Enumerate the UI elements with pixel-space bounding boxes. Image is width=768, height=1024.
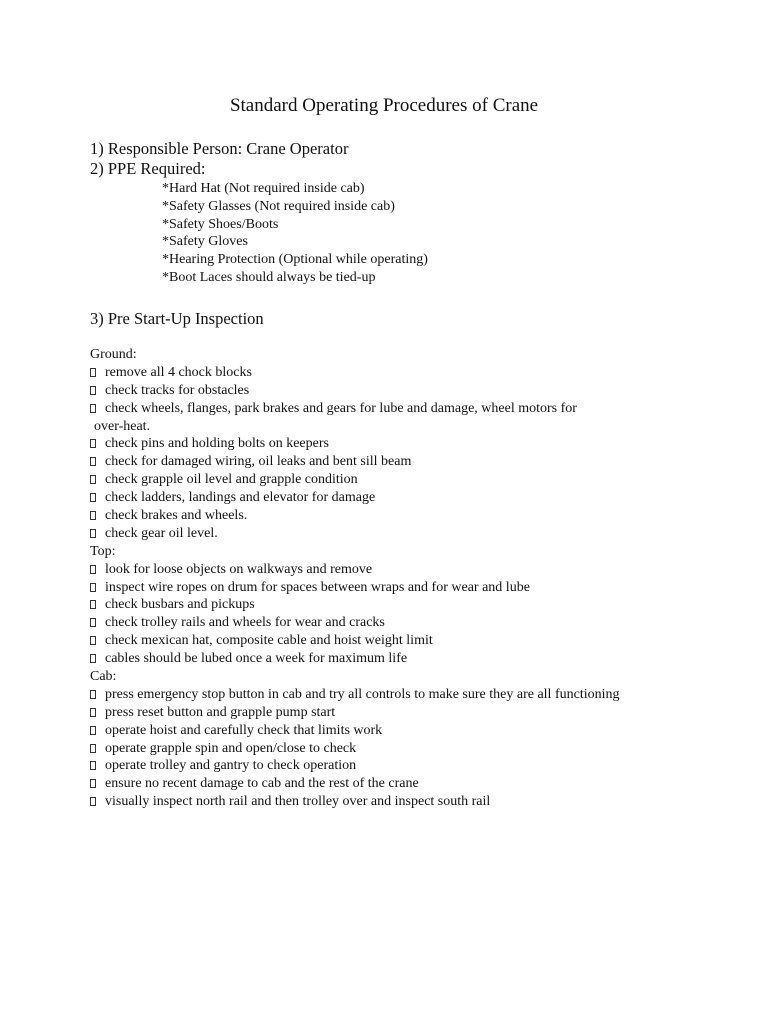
list-item: check wheels, flanges, park brakes and gears for lube and damage, wheel motors for: [90, 400, 620, 418]
section-ppe-required: 2) PPE Required:: [90, 159, 206, 178]
list-item: operate hoist and carefully check that limits work: [90, 722, 620, 740]
checkbox-bullet-icon: [90, 708, 96, 717]
checkbox-bullet-icon: [90, 779, 96, 788]
list-item: inspect wire ropes on drum for spaces between wraps and for wear and lube: [90, 579, 620, 597]
checkbox-bullet-icon: [90, 744, 96, 753]
top-heading: Top:: [90, 543, 116, 559]
checkbox-bullet-icon: [90, 493, 96, 502]
list-item-continuation: over-heat.: [94, 418, 151, 434]
ppe-item: *Hearing Protection (Optional while operating): [162, 252, 428, 268]
list-item: check brakes and wheels.: [90, 507, 620, 525]
checkbox-bullet-icon: [90, 565, 96, 574]
checkbox-bullet-icon: [90, 475, 96, 484]
checkbox-bullet-icon: [90, 404, 96, 413]
cab-heading: Cab:: [90, 669, 117, 685]
checkbox-bullet-icon: [90, 600, 96, 609]
ppe-item: *Safety Shoes/Boots: [162, 216, 279, 232]
section-pre-startup-inspection: 3) Pre Start-Up Inspection: [90, 309, 264, 328]
list-item: check pins and holding bolts on keepers: [90, 435, 620, 453]
ppe-item: *Safety Gloves: [162, 234, 248, 250]
list-item: press emergency stop button in cab and try all controls to make sure they are all functioning: [90, 686, 620, 704]
list-item: check tracks for obstacles: [90, 382, 620, 400]
checkbox-bullet-icon: [90, 761, 96, 770]
list-item: operate trolley and gantry to check operation: [90, 757, 620, 775]
list-item: visually inspect north rail and then trolley over and inspect south rail: [90, 793, 620, 811]
list-item: remove all 4 chock blocks: [90, 364, 620, 382]
checkbox-bullet-icon: [90, 618, 96, 627]
ppe-item: *Hard Hat (Not required inside cab): [162, 181, 365, 196]
checkbox-bullet-icon: [90, 511, 96, 520]
checkbox-bullet-icon: [90, 690, 96, 699]
inspection-checklist: [90, 346, 620, 811]
list-item: cables should be lubed once a week for maximum life: [90, 650, 620, 668]
list-item: check ladders, landings and elevator for damage: [90, 489, 620, 507]
list-item: look for loose objects on walkways and remove: [90, 561, 620, 579]
checkbox-bullet-icon: [90, 457, 96, 466]
checkbox-bullet-icon: [90, 583, 96, 592]
document-title: Standard Operating Procedures of Crane: [229, 95, 539, 116]
checkbox-bullet-icon: [90, 368, 96, 377]
checkbox-bullet-icon: [90, 439, 96, 448]
list-item: check for damaged wiring, oil leaks and bent sill beam: [90, 453, 620, 471]
list-item: check busbars and pickups: [90, 596, 620, 614]
checkbox-bullet-icon: [90, 636, 96, 645]
ppe-item: *Safety Glasses (Not required inside cab): [162, 198, 395, 214]
list-item: ensure no recent damage to cab and the rest of the crane: [90, 775, 620, 793]
list-item: press reset button and grapple pump start: [90, 704, 620, 722]
list-item: check grapple oil level and grapple condition: [90, 471, 620, 489]
list-item: check gear oil level.: [90, 525, 620, 543]
checkbox-bullet-icon: [90, 386, 96, 395]
ppe-list: [162, 180, 428, 287]
list-item: check trolley rails and wheels for wear and cracks: [90, 614, 620, 632]
ppe-item: *Boot Laces should always be tied-up: [162, 269, 376, 285]
ground-heading: Ground:: [90, 347, 137, 362]
checkbox-bullet-icon: [90, 797, 96, 806]
checkbox-bullet-icon: [90, 654, 96, 663]
checkbox-bullet-icon: [90, 726, 96, 735]
list-item: check mexican hat, composite cable and hoist weight limit: [90, 632, 620, 650]
section-responsible-person: 1) Responsible Person: Crane Operator: [90, 139, 349, 158]
checkbox-bullet-icon: [90, 529, 96, 538]
list-item: operate grapple spin and open/close to check: [90, 740, 620, 758]
